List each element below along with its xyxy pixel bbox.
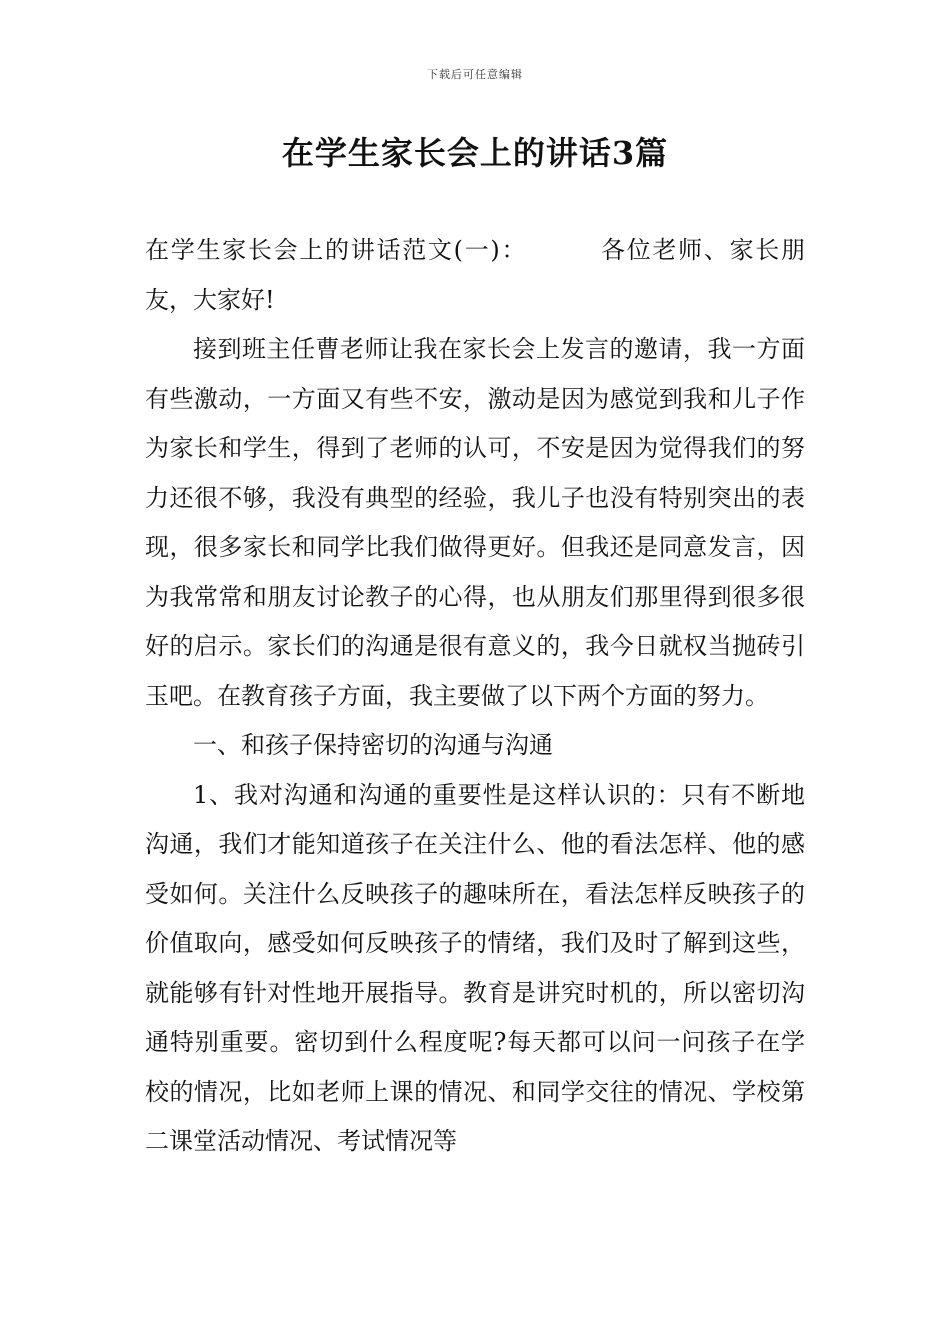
intro-left: 在学生家长会上的讲话范文(一)： [145, 236, 528, 264]
intro-paragraph [145, 226, 805, 325]
document-body [145, 226, 805, 1167]
header-note: 下载后可任意编辑 [427, 68, 523, 81]
intro-right: 各位老师、家长朋友，大家好! [145, 236, 806, 314]
paragraph-2: 1、我对沟通和沟通的重要性是这样认识的：只有不断地沟通，我们才能知道孩子在关注什么、他的看法怎样、他的感受如何。关注什么反映孩子的趣味所在，看法怎样反映孩子的价值取向，感受如何反映孩子的情绪，我们及时了解到这些，就能够有针对性地开展指导。教育是讲究时机的，所以密切沟通特别重要。密切到什么程度呢?每天都可以问一问孩子在学校的情况，比如老师上课的情况、和同学交往的情况、学校第二课堂活动情况、考试情况等 [145, 780, 805, 1155]
section-heading-1: 一、和孩子保持密切的沟通与沟通 [193, 731, 553, 759]
document-title: 在学生家长会上的讲话3篇 [281, 134, 669, 172]
paragraph-1: 接到班主任曹老师让我在家长会上发言的邀请，我一方面有些激动，一方面又有些不安，激动是因为感觉到我和儿子作为家长和学生，得到了老师的认可，不安是因为觉得我们的努力还很不够，我没有典型的经验，我儿子也没有特别突出的表现，很多家长和同学比我们做得更好。但我还是同意发言，因为我常常和朋友讨论教子的心得，也从朋友们那里得到很多很好的启示。家长们的沟通是很有意义的，我今日就权当抛砖引玉吧。在教育孩子方面，我主要做了以下两个方面的努力。 [145, 335, 805, 710]
